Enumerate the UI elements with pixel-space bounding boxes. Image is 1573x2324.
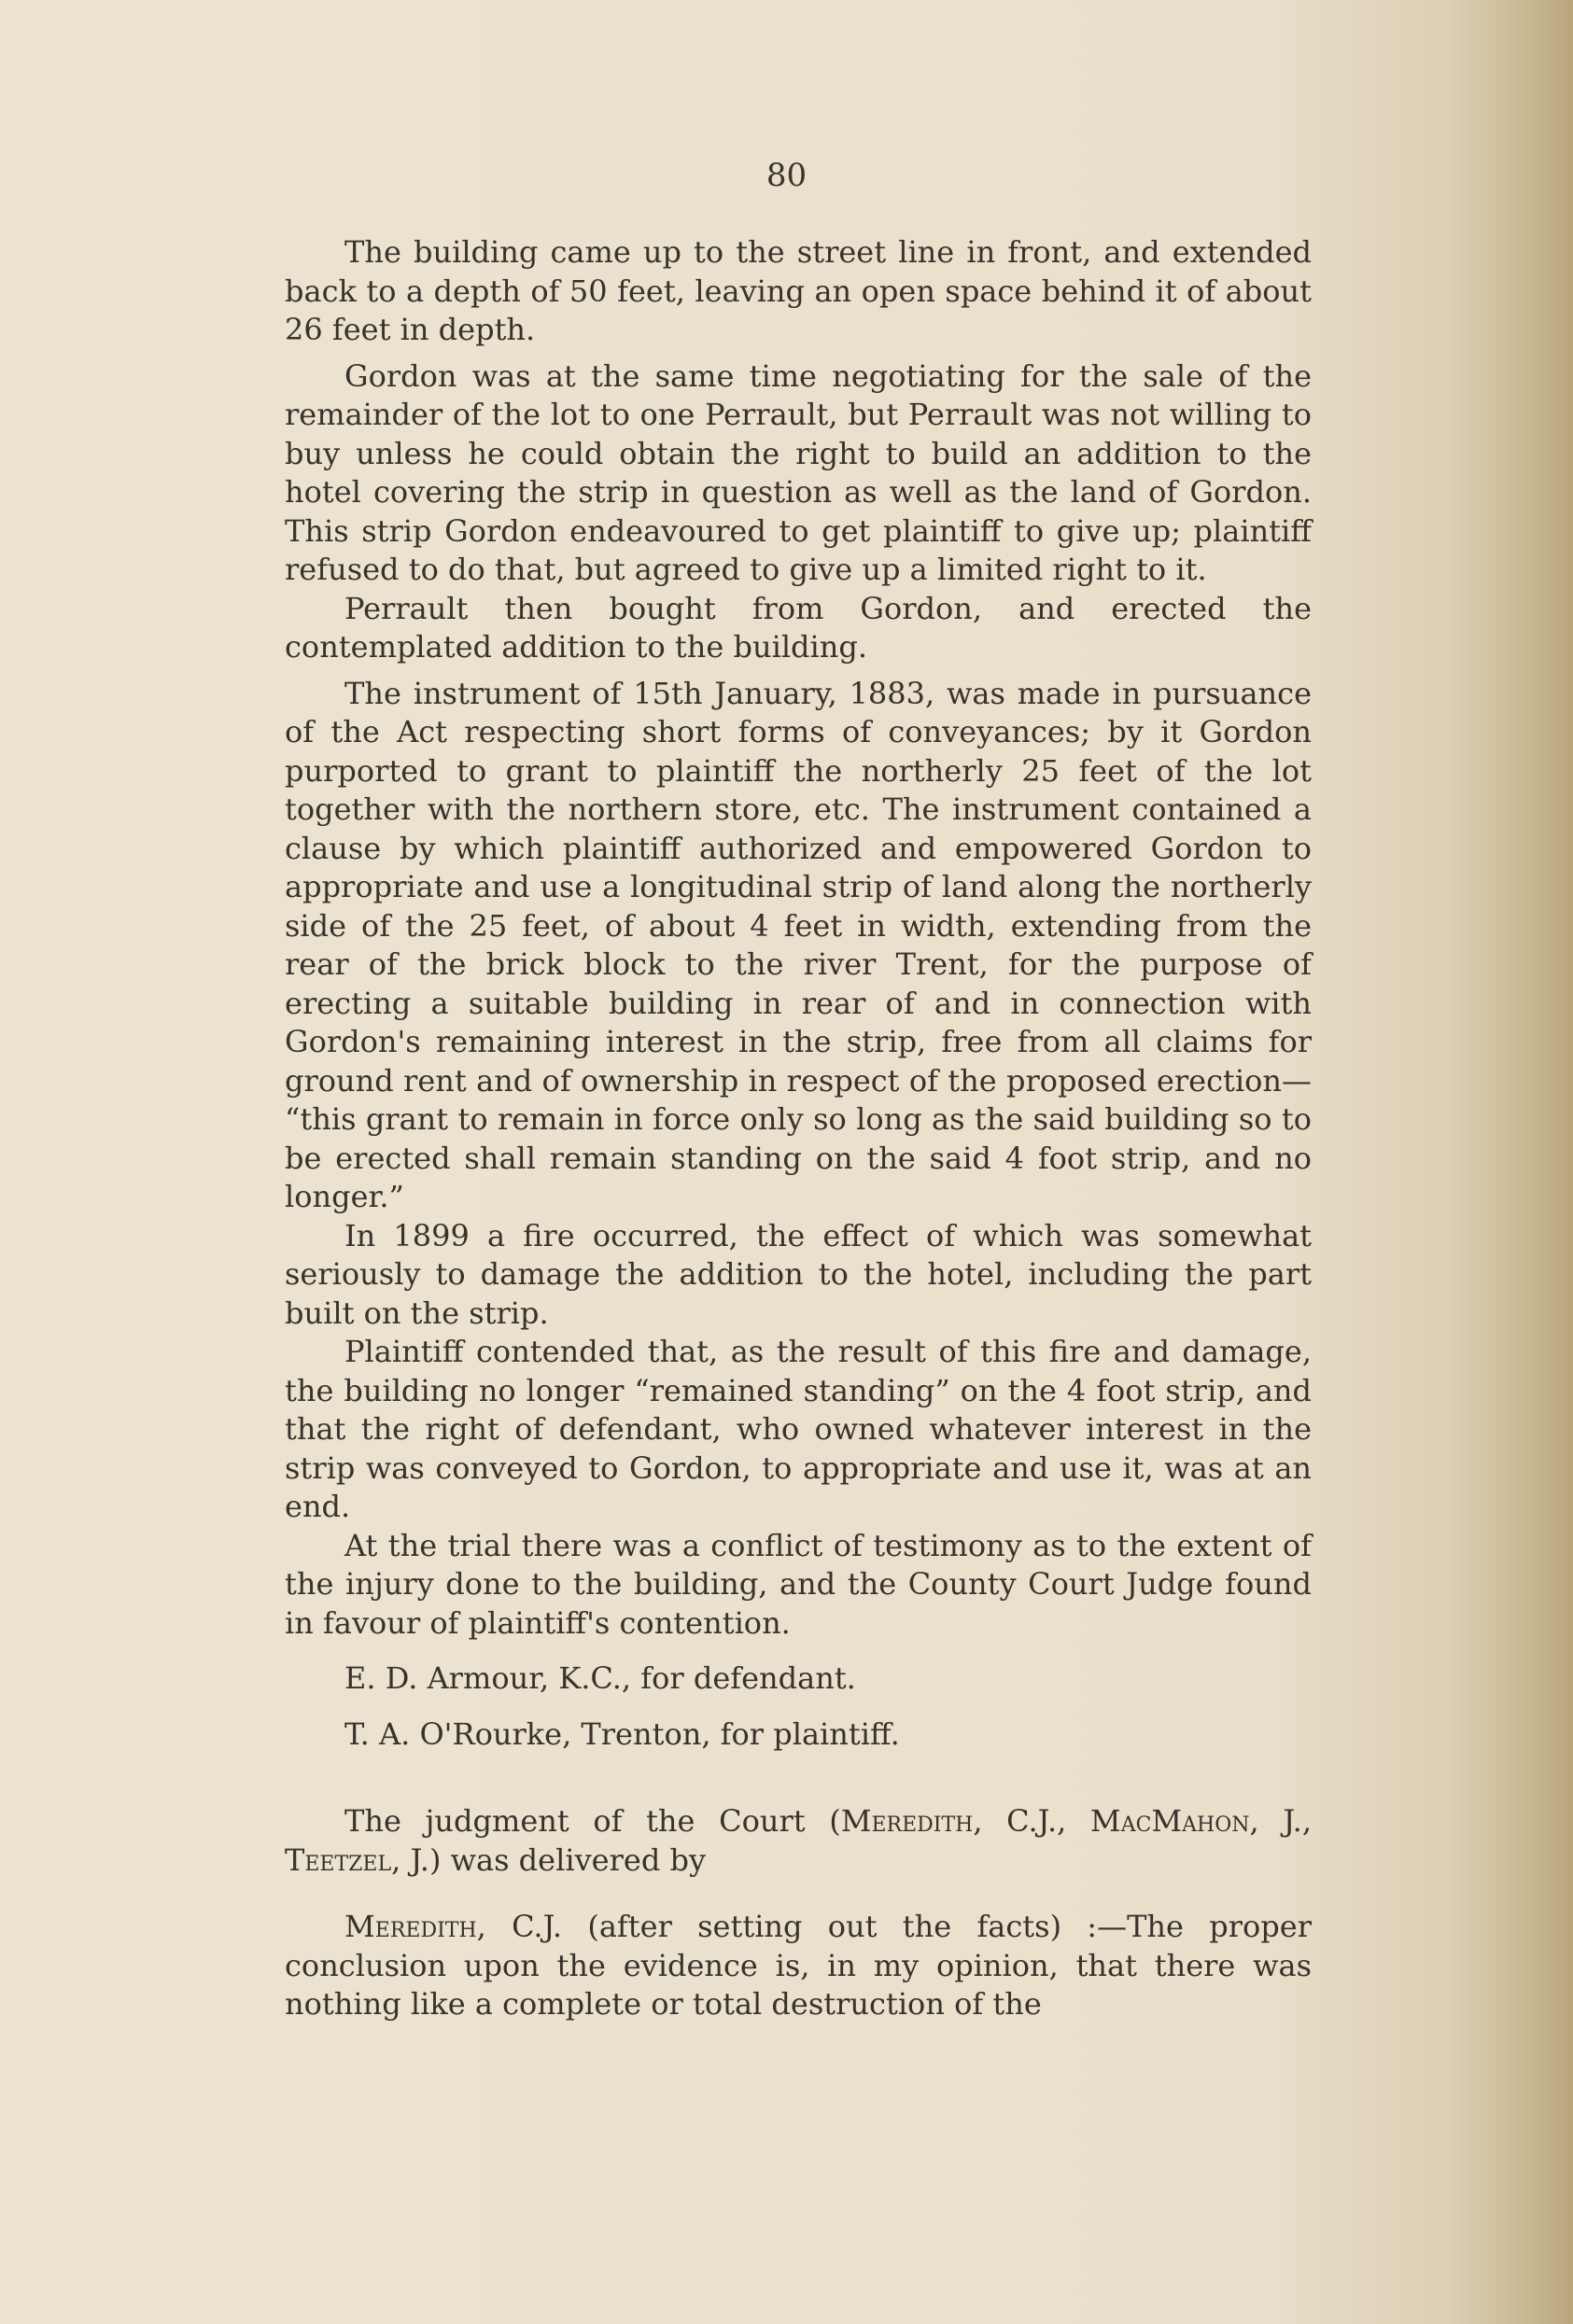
- judge-title: , J.,: [1249, 1803, 1313, 1839]
- page-body: [285, 233, 1312, 2024]
- judge-name: Meredith: [840, 1803, 974, 1839]
- paragraph: Perrault then bought from Gordon, and erected the contemplated addition to the building.: [285, 590, 1312, 665]
- judge-title: , J.) was delivered by: [391, 1841, 707, 1878]
- counsel-plaintiff: T. A. O'Rourke, Trenton, for plaintiff.: [344, 1715, 900, 1752]
- opinion-judge-name: Meredith: [344, 1909, 477, 1944]
- paragraph: The building came up to the street line in front, and extended back to a depth of 50 feet, leaving an open space behind it of about 26 feet in depth.: [285, 234, 1312, 347]
- paragraph: At the trial there was a conflict of testimony as to the extent of the injury done to the building, and the County Court Judge found in favour of plaintiff's contention.: [285, 1527, 1312, 1641]
- judge-name: Teetzel: [285, 1841, 392, 1878]
- paragraph: In 1899 a fire occurred, the effect of which was somewhat seriously to damage the addition to the hotel, including the part built on the strip.: [285, 1217, 1312, 1331]
- paragraph: Plaintiff contended that, as the result of this fire and damage, the building no longer “remained standing” on the 4 foot strip, and that the right of defendant, who owned whatever interest in the strip was conveyed to Gordon, to appropriate and use it, was at an end.: [285, 1334, 1312, 1524]
- opinion-opening: [285, 1908, 1312, 2024]
- opinion-text: , C.J. (after setting out the facts) :—The proper conclusion upon the evidence is, in my opinion, that there was nothing like a complete or total destruction of the: [285, 1909, 1312, 2022]
- paragraph: Gordon was at the same time negotiating for the sale of the remainder of the lot to one Perrault, but Perrault was not willing to buy unless he could obtain the right to build an addition to the hotel covering the strip in question as well as the land of Gordon. This strip Gordon endeavoured to get plaintiff to give up; plaintiff refused to do that, but agreed to give up a limited right to it.: [285, 357, 1312, 587]
- judgment-statement: [285, 1802, 1312, 1880]
- page-number: 80: [765, 157, 808, 194]
- counsel-defendant: E. D. Armour, K.C., for defendant.: [344, 1660, 856, 1696]
- judgment-intro: The judgment of the Court (: [344, 1803, 841, 1839]
- judge-title: , C.J.,: [973, 1803, 1090, 1839]
- paragraph: The instrument of 15th January, 1883, was made in pursuance of the Act respecting short forms of conveyances; by it Gordon purported to grant to plaintiff the northerly 25 feet of the lot together with the northern store, etc. The instrument contained a clause by which plaintiff authorized and empowered Gordon to appropriate and use a longitudinal strip of land along the northerly side of the 25 feet, of about 4 feet in width, extending from the rear of the brick block to the river Trent, for the purpose of erecting a suitable building in rear of and in connection with Gordon's remaining interest in the strip, free from all claims for ground rent and of ownership in respect of the proposed erection— “this grant to remain in force only so long as the said building so to be erected shall remain standing on the said 4 foot strip, and no longer.”: [285, 675, 1312, 1214]
- judge-name: MacMahon: [1089, 1803, 1250, 1839]
